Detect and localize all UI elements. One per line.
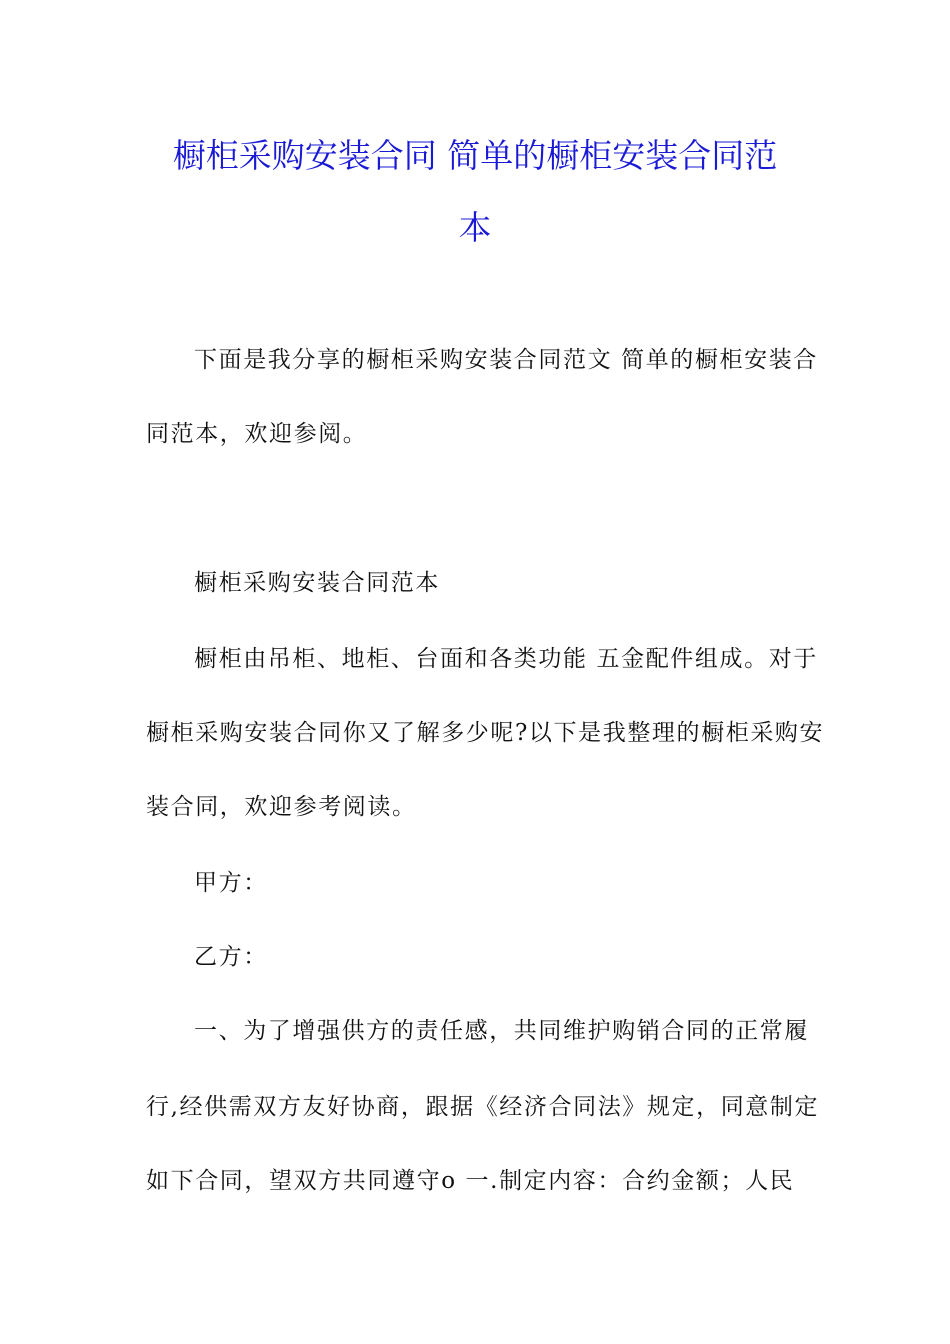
party-b-label: 乙方： xyxy=(194,944,268,970)
document-title-line-1: 橱柜采购安装合同 简单的橱柜安装合同范 xyxy=(172,136,778,175)
paragraph-2-line-3: 如下合同，望双方共同遵守o 一.制定内容：合约金额；人民 xyxy=(146,1168,795,1194)
document-title-line-2: 本 xyxy=(458,208,492,247)
section-heading: 橱柜采购安装合同范本 xyxy=(194,570,440,596)
party-a-label: 甲方： xyxy=(194,870,268,896)
paragraph-1-line-2: 橱柜采购安装合同你又了解多少呢?以下是我整理的橱柜采购安 xyxy=(146,720,825,746)
paragraph-1-line-3: 装合同，欢迎参考阅读。 xyxy=(146,794,417,820)
paragraph-1-line-1: 橱柜由吊柜、地柜、台面和各类功能 五金配件组成。对于 xyxy=(194,646,818,672)
intro-line-1: 下面是我分享的橱柜采购安装合同范文 简单的橱柜安装合 xyxy=(194,347,818,373)
intro-line-2: 同范本，欢迎参阅。 xyxy=(146,421,368,447)
paragraph-2-line-1: 一、为了增强供方的责任感，共同维护购销合同的正常履 xyxy=(194,1018,809,1044)
paragraph-2-line-2: 行,经供需双方友好协商，跟据《经济合同法》规定，同意制定 xyxy=(146,1094,820,1120)
